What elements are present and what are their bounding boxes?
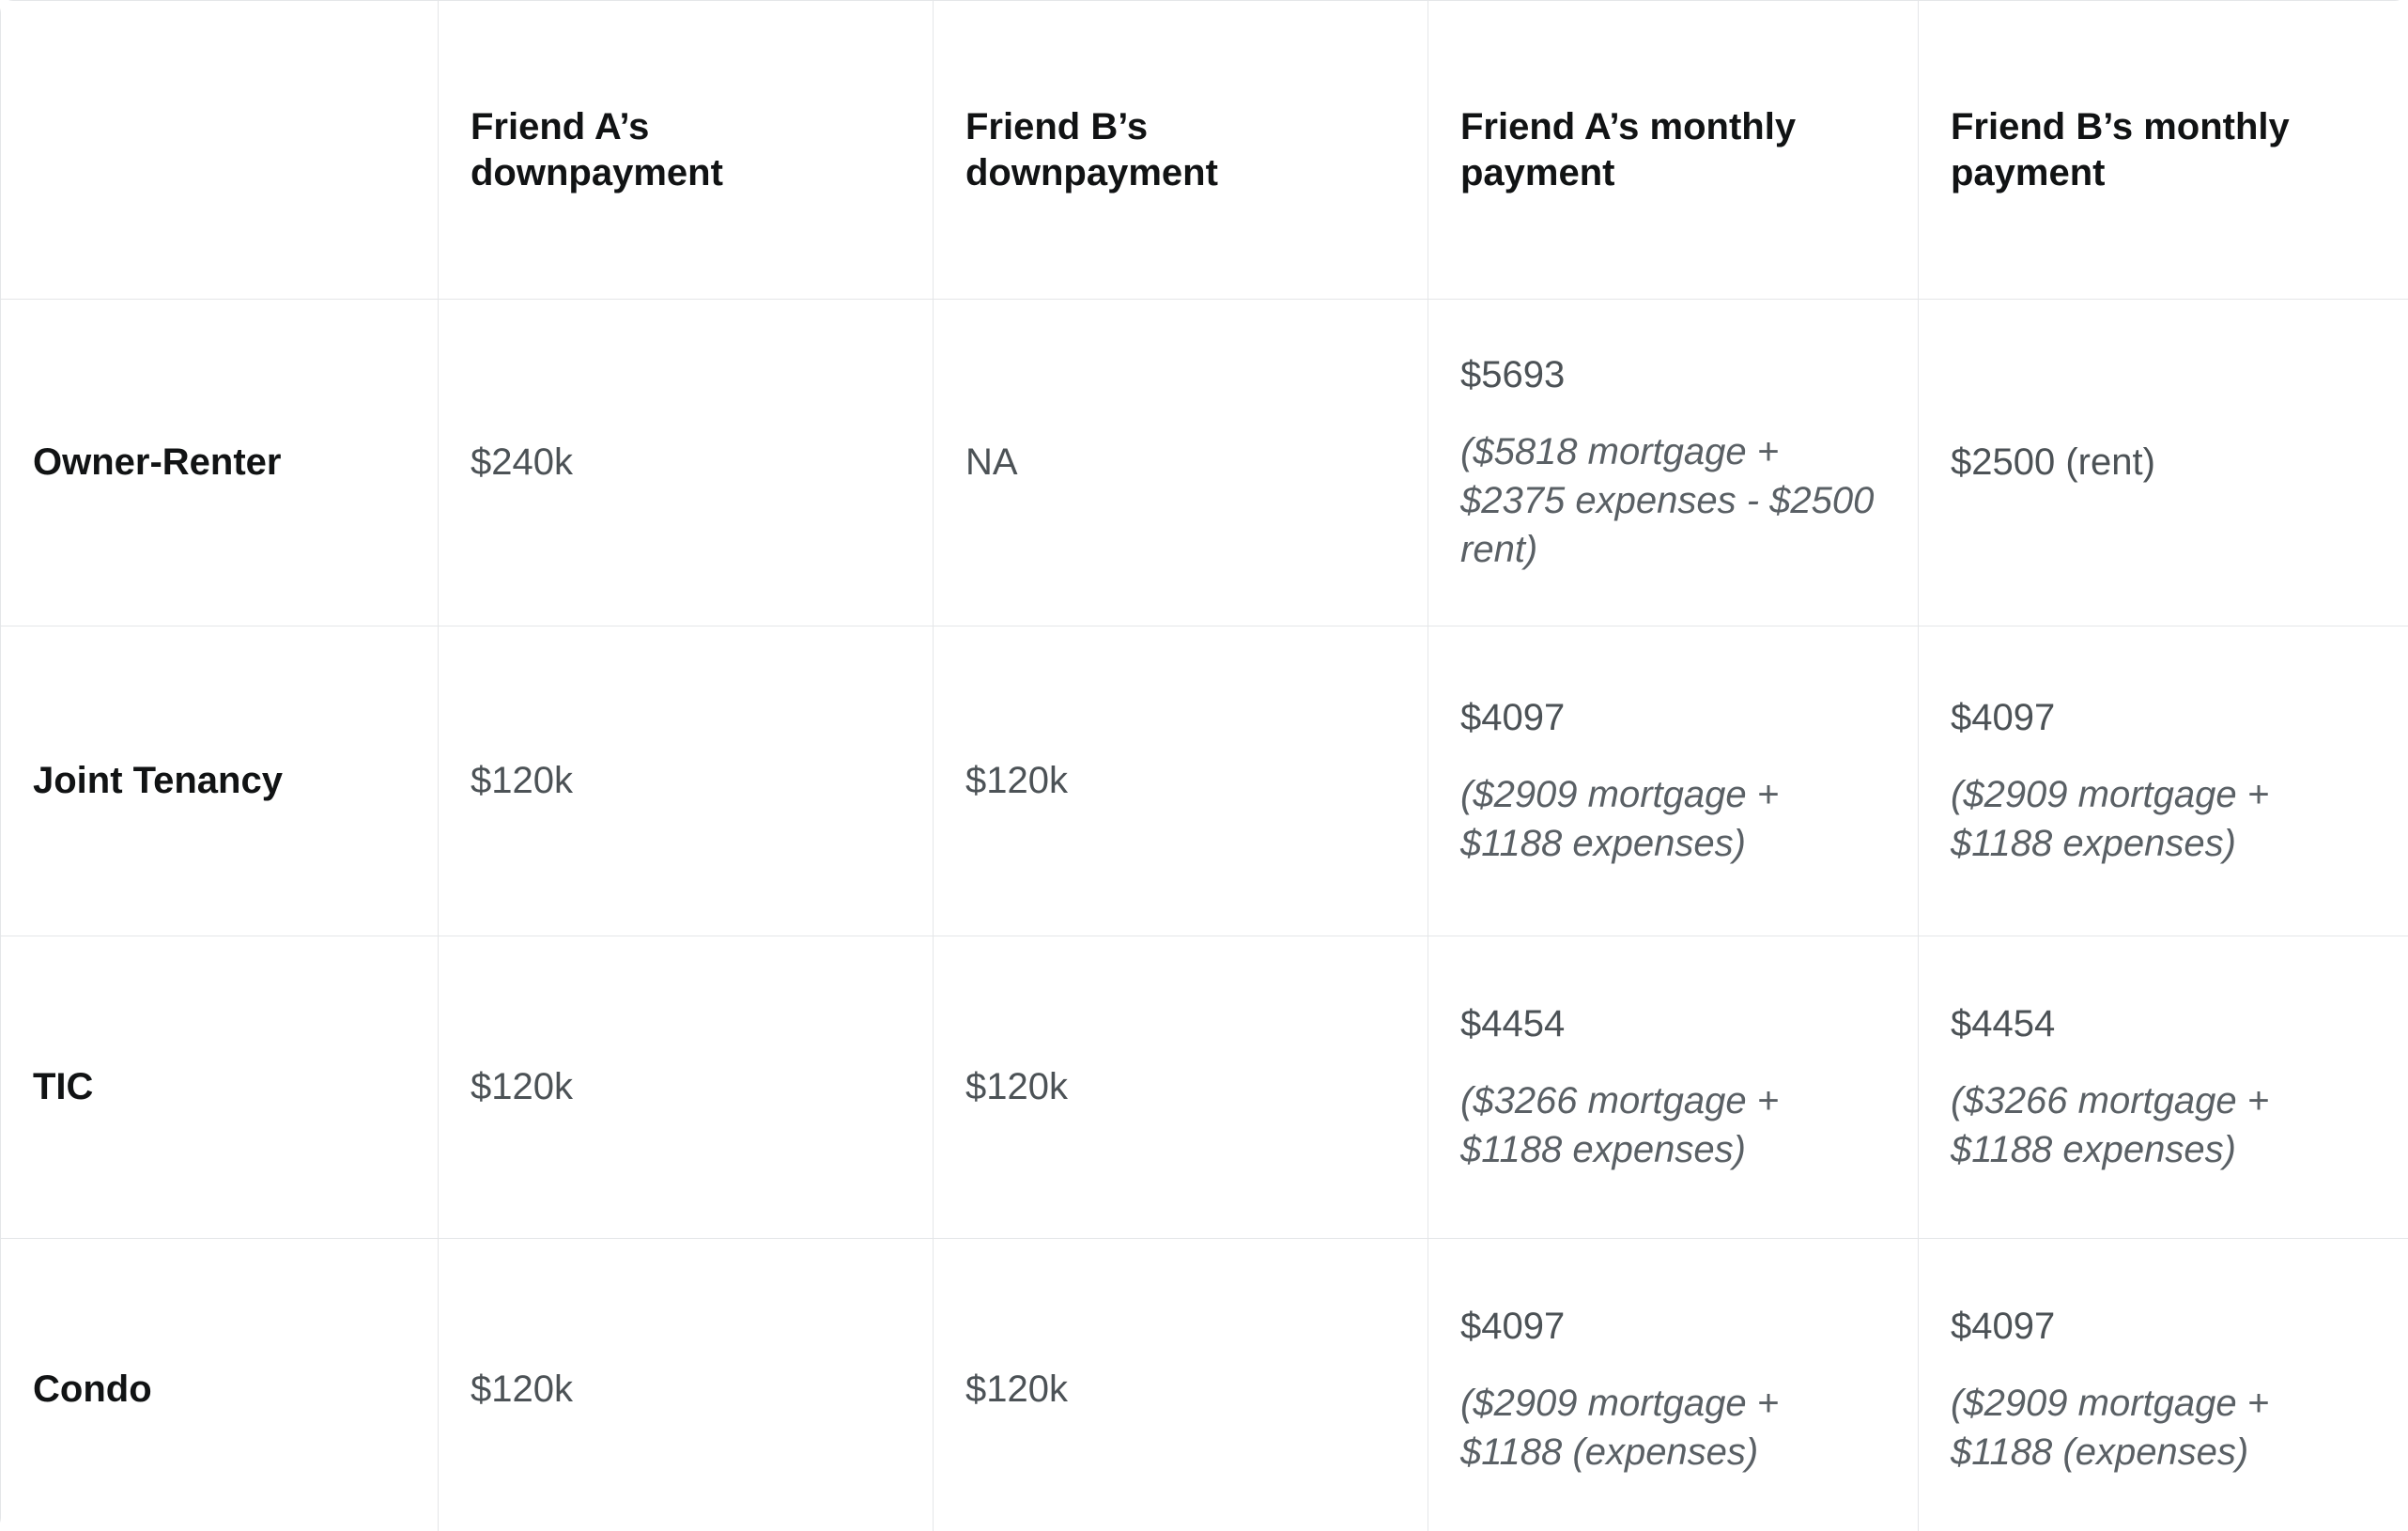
amount-value: $4097 [1951, 696, 2056, 738]
cell-joint-tenancy-friend-a-monthly [1428, 626, 1919, 936]
cell-tic-friend-b-monthly [1919, 936, 2408, 1239]
amount-value: $2500 (rent) [1951, 441, 2155, 483]
amount-breakdown-note: ($2909 mortgage + $1188 expenses) [1460, 774, 1780, 865]
amount-breakdown-note: ($2909 mortgage + $1188 (expenses) [1951, 1383, 2270, 1474]
table-header-row [1, 1, 2408, 300]
cell-condo-friend-a-monthly [1428, 1239, 1919, 1531]
table-row [1, 936, 2408, 1239]
cell-tic-friend-a-downpayment: $120k [439, 936, 934, 1239]
row-header-tic: TIC [1, 936, 439, 1239]
cell-joint-tenancy-friend-a-downpayment: $120k [439, 626, 934, 936]
amount-breakdown-note: ($3266 mortgage + $1188 expenses) [1460, 1080, 1780, 1171]
cell-joint-tenancy-friend-b-monthly [1919, 626, 2408, 936]
column-header-friend-b-monthly: Friend B’s monthly payment [1919, 1, 2408, 300]
cell-owner-renter-friend-a-downpayment: $240k [439, 300, 934, 626]
column-header-friend-b-downpayment: Friend B’s downpayment [934, 1, 1428, 300]
amount-breakdown-note: ($3266 mortgage + $1188 expenses) [1951, 1080, 2270, 1171]
cell-condo-friend-a-downpayment: $120k [439, 1239, 934, 1531]
cell-owner-renter-friend-b-downpayment: NA [934, 300, 1428, 626]
column-header-friend-a-monthly: Friend A’s monthly payment [1428, 1, 1919, 300]
amount-value: $4454 [1951, 1002, 2056, 1044]
cell-joint-tenancy-friend-b-downpayment: $120k [934, 626, 1428, 936]
cell-tic-friend-b-downpayment: $120k [934, 936, 1428, 1239]
table-header [1, 1, 2408, 300]
cell-tic-friend-a-monthly [1428, 936, 1919, 1239]
row-header-joint-tenancy: Joint Tenancy [1, 626, 439, 936]
cell-owner-renter-friend-b-monthly [1919, 300, 2408, 626]
row-header-condo: Condo [1, 1239, 439, 1531]
amount-breakdown-note: ($2909 mortgage + $1188 expenses) [1951, 774, 2270, 865]
cell-condo-friend-b-monthly [1919, 1239, 2408, 1531]
amount-value: $4097 [1460, 1305, 1566, 1347]
column-header-arrangement [1, 1, 439, 300]
amount-value: $4097 [1951, 1305, 2056, 1347]
cell-condo-friend-b-downpayment: $120k [934, 1239, 1428, 1531]
table-body [1, 300, 2408, 1531]
cell-owner-renter-friend-a-monthly [1428, 300, 1919, 626]
row-header-owner-renter: Owner-Renter [1, 300, 439, 626]
amount-breakdown-note: ($2909 mortgage + $1188 (expenses) [1460, 1383, 1780, 1474]
table-row [1, 1239, 2408, 1531]
column-header-friend-a-downpayment: Friend A’s downpayment [439, 1, 934, 300]
amount-value: $4454 [1460, 1002, 1566, 1044]
amount-breakdown-note: ($5818 mortgage + $2375 expenses - $2500 rent) [1460, 431, 1875, 571]
amount-value: $4097 [1460, 696, 1566, 738]
amount-value: $5693 [1460, 353, 1566, 395]
table-row [1, 626, 2408, 936]
table-row [1, 300, 2408, 626]
